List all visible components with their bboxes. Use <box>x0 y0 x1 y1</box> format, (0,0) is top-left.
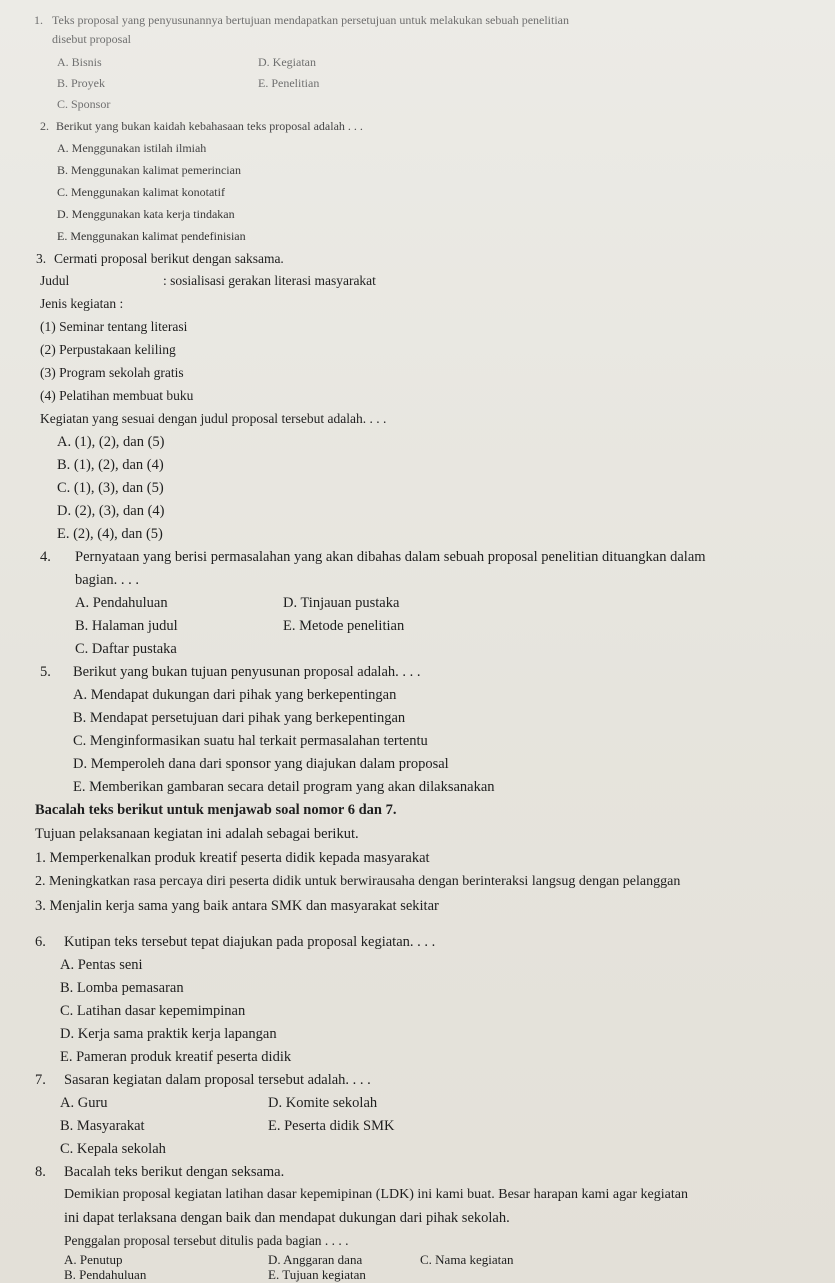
q5-option-d[interactable]: D. Memperoleh dana dari sponsor yang diajukan dalam proposal <box>73 756 449 772</box>
q8-option-c[interactable]: C. Nama kegiatan <box>420 1252 514 1267</box>
q1-option-e[interactable]: E. Penelitian <box>258 76 320 90</box>
q3-question: Kegiatan yang sesuai dengan judul proposal tersebut adalah. . . . <box>40 411 387 426</box>
q3-option-e[interactable]: E. (2), (4), dan (5) <box>57 526 163 542</box>
q8-passage-line1: Demikian proposal kegiatan latihan dasar kepemipinan (LDK) ini kami buat. Besar harapan kami agar kegiatan <box>64 1187 688 1202</box>
q1-text-line2: disebut proposal <box>52 32 131 46</box>
q8-option-e[interactable]: E. Tujuan kegiatan <box>268 1267 366 1282</box>
passage-item-2: 2. Meningkatkan rasa percaya diri peserta didik untuk berwirausaha dengan berinteraksi langsug dengan pelanggan <box>35 874 681 889</box>
q1-option-c[interactable]: C. Sponsor <box>57 97 111 111</box>
q1-number: 1. <box>34 13 43 27</box>
q3-item-4: (4) Pelatihan membuat buku <box>40 388 194 403</box>
q3-option-d[interactable]: D. (2), (3), dan (4) <box>57 503 165 519</box>
q8-option-d[interactable]: D. Anggaran dana <box>268 1252 363 1267</box>
q8-option-a[interactable]: A. Penutup <box>64 1252 123 1267</box>
q5-option-c[interactable]: C. Menginformasikan suatu hal terkait permasalahan tertentu <box>73 733 428 749</box>
q2-option-c[interactable]: C. Menggunakan kalimat konotatif <box>57 185 225 199</box>
q7-option-a[interactable]: A. Guru <box>60 1095 108 1111</box>
q4-text-line2: bagian. . . . <box>75 572 140 588</box>
q7-number: 7. <box>35 1072 46 1088</box>
q4-option-e[interactable]: E. Metode penelitian <box>283 618 405 634</box>
q4-option-a[interactable]: A. Pendahuluan <box>75 595 168 611</box>
q7-option-d[interactable]: D. Komite sekolah <box>268 1095 378 1111</box>
q3-item-1: (1) Seminar tentang literasi <box>40 319 188 334</box>
q6-option-a[interactable]: A. Pentas seni <box>60 957 143 973</box>
q7-option-e[interactable]: E. Peserta didik SMK <box>268 1118 395 1134</box>
q5-text: Berikut yang bukan tujuan penyusunan proposal adalah. . . . <box>73 664 421 680</box>
q6-option-c[interactable]: C. Latihan dasar kepemimpinan <box>60 1003 246 1019</box>
q4-text-line1: Pernyataan yang berisi permasalahan yang akan dibahas dalam sebuah proposal penelitian dituangkan dalam <box>75 549 706 565</box>
q4-number: 4. <box>40 549 51 565</box>
q5-option-b[interactable]: B. Mendapat persetujuan dari pihak yang berkepentingan <box>73 710 406 726</box>
q2-option-d[interactable]: D. Menggunakan kata kerja tindakan <box>57 207 235 221</box>
q1-text-line1: Teks proposal yang penyusunannya bertujuan mendapatkan persetujuan untuk melakukan sebuah penelitian <box>52 13 570 27</box>
q6-text: Kutipan teks tersebut tepat diajukan pada proposal kegiatan. . . . <box>64 934 436 950</box>
q1-option-d[interactable]: D. Kegiatan <box>258 55 316 69</box>
q8-option-b[interactable]: B. Pendahuluan <box>64 1267 147 1282</box>
q5-option-e[interactable]: E. Memberikan gambaran secara detail program yang akan dilaksanakan <box>73 779 495 795</box>
q3-item-2: (2) Perpustakaan keliling <box>40 342 176 357</box>
q3-item-3: (3) Program sekolah gratis <box>40 365 184 380</box>
q2-number: 2. <box>40 119 49 133</box>
q7-option-b[interactable]: B. Masyarakat <box>60 1118 145 1134</box>
q2-option-e[interactable]: E. Menggunakan kalimat pendefinisian <box>57 229 246 243</box>
q3-jenis-label: Jenis kegiatan : <box>40 296 124 311</box>
q2-option-b[interactable]: B. Menggunakan kalimat pemerincian <box>57 163 241 177</box>
q4-option-b[interactable]: B. Halaman judul <box>75 618 178 634</box>
passage-intro: Tujuan pelaksanaan kegiatan ini adalah sebagai berikut. <box>35 826 359 842</box>
q2-option-a[interactable]: A. Menggunakan istilah ilmiah <box>57 141 207 155</box>
passage-item-1: 1. Memperkenalkan produk kreatif peserta didik kepada masyarakat <box>35 850 430 866</box>
q8-question: Penggalan proposal tersebut ditulis pada bagian . . . . <box>64 1233 349 1248</box>
q3-number: 3. <box>36 251 47 266</box>
q6-option-d[interactable]: D. Kerja sama praktik kerja lapangan <box>60 1026 277 1042</box>
q5-number: 5. <box>40 664 51 680</box>
q1-option-a[interactable]: A. Bisnis <box>57 55 102 69</box>
q3-text: Cermati proposal berikut dengan saksama. <box>54 251 284 266</box>
q4-option-c[interactable]: C. Daftar pustaka <box>75 641 177 657</box>
q4-option-d[interactable]: D. Tinjauan pustaka <box>283 595 400 611</box>
q3-option-c[interactable]: C. (1), (3), dan (5) <box>57 480 164 496</box>
q8-number: 8. <box>35 1164 46 1180</box>
q7-text: Sasaran kegiatan dalam proposal tersebut adalah. . . . <box>64 1072 371 1088</box>
q6-option-b[interactable]: B. Lomba pemasaran <box>60 980 184 996</box>
q6-number: 6. <box>35 934 46 950</box>
q3-judul-label: Judul <box>40 273 70 288</box>
q7-option-c[interactable]: C. Kepala sekolah <box>60 1141 166 1157</box>
passage-item-3: 3. Menjalin kerja sama yang baik antara SMK dan masyarakat sekitar <box>35 898 439 914</box>
q8-passage-line2: ini dapat terlaksana dengan baik dan mendapat dukungan dari pihak sekolah. <box>64 1210 510 1226</box>
q6-option-e[interactable]: E. Pameran produk kreatif peserta didik <box>60 1049 292 1065</box>
q2-text: Berikut yang bukan kaidah kebahasaan teks proposal adalah . . . <box>56 119 363 133</box>
q5-option-a[interactable]: A. Mendapat dukungan dari pihak yang berkepentingan <box>73 687 397 703</box>
q8-text: Bacalah teks berikut dengan seksama. <box>64 1164 285 1180</box>
q1-option-b[interactable]: B. Proyek <box>57 76 105 90</box>
q3-option-b[interactable]: B. (1), (2), dan (4) <box>57 457 164 473</box>
q3-judul-value: : sosialisasi gerakan literasi masyarakat <box>163 273 376 288</box>
q3-option-a[interactable]: A. (1), (2), dan (5) <box>57 434 165 450</box>
passage-heading: Bacalah teks berikut untuk menjawab soal nomor 6 dan 7. <box>35 802 397 818</box>
